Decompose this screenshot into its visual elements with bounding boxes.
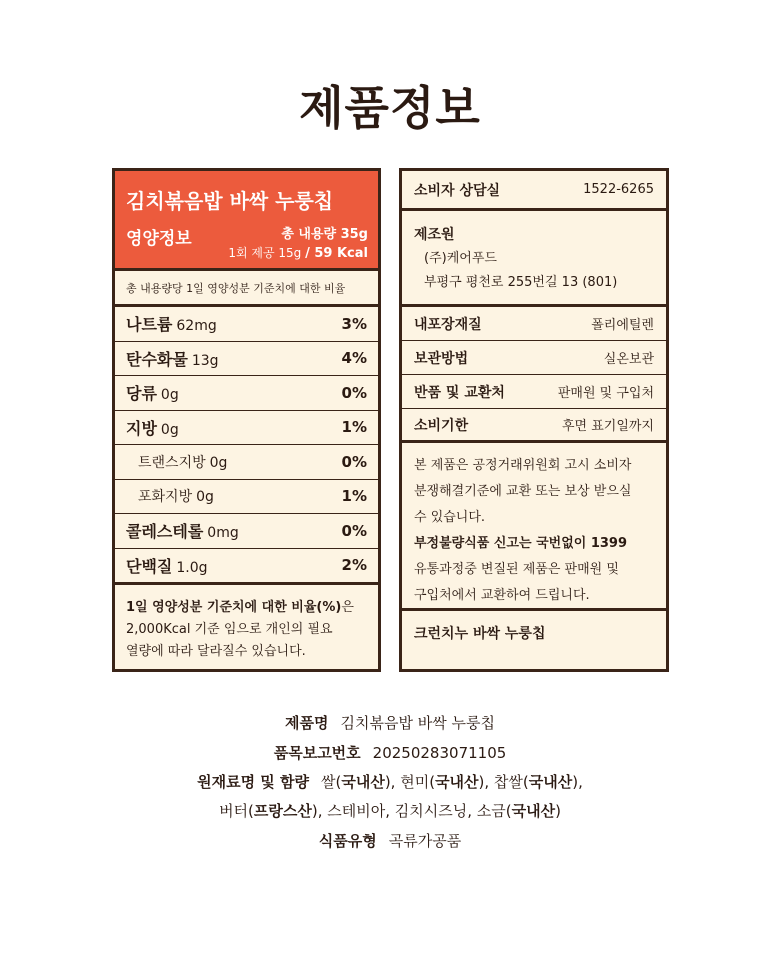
- ingredient-text: ), 현미(: [384, 773, 436, 791]
- nutrition-note: [115, 585, 378, 663]
- packaging-row: [402, 307, 666, 341]
- storage-label: 보관방법: [414, 350, 469, 367]
- policy-line: 분쟁해결기준에 교환 또는 보상 받으실: [414, 484, 632, 499]
- info-value: 김치볶음밥 바싹 누룽칩: [340, 714, 495, 732]
- ingredient-text: ), 스테비아, 김치시즈닝, 소금(: [311, 802, 512, 820]
- nutrient-row: [115, 376, 378, 411]
- info-report-number: [0, 742, 780, 763]
- nutrient-name: 탄수화물: [126, 349, 188, 369]
- nutrient-percent: 0%: [341, 452, 367, 471]
- ingredient-origin: 국내산: [435, 773, 479, 791]
- note-line: 2,000Kcal 기준 임으로 개인의 필요: [126, 621, 333, 637]
- nutrient-percent: 0%: [341, 383, 367, 402]
- maker-block: [402, 211, 666, 307]
- policy-report-line: [414, 531, 654, 557]
- storage-row: [402, 341, 666, 375]
- info-ingredients-cont: [0, 800, 780, 821]
- nutrient-amount: 62mg: [176, 318, 217, 335]
- note-bold: 1일 영양성분 기준치에 대한 비율(%): [126, 599, 342, 615]
- nutrient-amount: 0mg: [207, 525, 239, 542]
- policy-line: 유통과정중 변질된 제품은 판매원 및: [414, 562, 619, 577]
- return-row: [402, 375, 666, 409]
- info-label: 제품명: [285, 714, 329, 732]
- maker-address: 부평구 평천로 255번길 13 (801): [424, 275, 618, 290]
- expiry-value: 후면 표기일까지: [561, 419, 654, 434]
- nutrient-name: 포화지방: [138, 489, 193, 506]
- info-ingredients: [0, 771, 780, 792]
- nutrient-amount: 0g: [209, 454, 228, 471]
- nutrition-title: 영양정보: [126, 229, 192, 249]
- nutrient-percent: 1%: [341, 418, 367, 437]
- nutrient-percent: 2%: [341, 556, 367, 574]
- info-label: 식품유형: [318, 832, 377, 850]
- nutrient-row: [115, 514, 378, 549]
- ingredient-text: 쌀(: [321, 773, 342, 791]
- nutrient-percent: 1%: [341, 487, 367, 506]
- expiry-row: [402, 409, 666, 443]
- ingredient-origin: 국내산: [528, 773, 573, 791]
- nutrient-row: [115, 342, 378, 377]
- nutrition-panel: [112, 168, 381, 672]
- nutrition-basis: 총 내용량당 1일 영양성분 기준치에 대한 비율: [115, 271, 378, 307]
- ingredient-text: ), 찹쌀(: [478, 773, 529, 791]
- nutrient-percent: 3%: [341, 314, 367, 333]
- nutrient-row: [115, 549, 378, 585]
- storage-value: 실온보관: [603, 352, 654, 367]
- total-content: 총 내용량 35g: [281, 227, 368, 242]
- serving-size: 1회 제공 15g: [228, 246, 302, 260]
- nutrient-amount: 0g: [160, 421, 179, 438]
- policy-line: 본 제품은 공정거래위원회 고시 소비자: [414, 458, 632, 473]
- info-product-name: [0, 712, 780, 733]
- consult-row: [402, 171, 666, 211]
- nutrient-name: 단백질: [126, 556, 173, 576]
- packaging-value: 폴리에틸렌: [591, 318, 654, 333]
- page-title: 제품정보: [299, 81, 481, 135]
- ingredient-text: ),: [572, 773, 583, 791]
- info-label: 품목보고번호: [273, 744, 361, 762]
- brand-name: 크런치누 바싹 누룽칩: [414, 626, 546, 642]
- nutrient-row: [115, 411, 378, 446]
- packaging-label: 내포장재질: [414, 316, 482, 333]
- info-food-type: [0, 830, 780, 851]
- note-line: 열량에 따라 달라질수 있습니다.: [126, 643, 306, 659]
- info-value: 곡류가공품: [388, 832, 462, 850]
- serving-info: [228, 244, 368, 261]
- return-value: 판매원 및 구입처: [557, 386, 654, 401]
- nutrient-percent: 0%: [341, 521, 367, 540]
- nutrient-amount: 1.0g: [176, 559, 208, 576]
- note-tail: 은: [341, 599, 354, 615]
- serving-kcal: / 59 Kcal: [305, 246, 368, 261]
- consult-label: 소비자 상담실: [414, 182, 501, 199]
- nutrient-name: 당류: [126, 384, 157, 404]
- nutrient-amount: 0g: [160, 387, 179, 404]
- details-panel: [399, 168, 669, 672]
- ingredient-origin: 국내산: [511, 802, 556, 820]
- policy-block: [402, 443, 666, 611]
- nutrient-name: 트랜스지방: [138, 454, 206, 471]
- product-name: 김치볶음밥 바싹 누룽칩: [126, 189, 334, 213]
- ingredient-origin: 프랑스산: [253, 802, 312, 820]
- nutrient-amount: 0g: [196, 489, 214, 506]
- return-label: 반품 및 교환처: [414, 384, 505, 401]
- nutrient-row: [115, 307, 378, 342]
- policy-line: 수 있습니다.: [414, 510, 486, 525]
- nutrient-row: [115, 480, 378, 515]
- maker-name: (주)케어푸드: [424, 251, 497, 266]
- consult-value: 1522-6265: [583, 182, 654, 197]
- nutrient-name: 지방: [126, 418, 157, 438]
- nutrient-row: [115, 445, 378, 480]
- nutrient-name: 콜레스테롤: [126, 522, 204, 542]
- nutrition-header: [115, 171, 378, 271]
- ingredient-text: ): [555, 802, 561, 820]
- expiry-label: 소비기한: [414, 417, 469, 434]
- nutrient-percent: 4%: [341, 349, 367, 368]
- maker-label: 제조원: [414, 227, 455, 243]
- info-value: 20250283071105: [372, 744, 507, 762]
- info-label: 원재료명 및 함량: [197, 773, 309, 791]
- nutrient-amount: 13g: [191, 352, 219, 369]
- ingredient-origin: 국내산: [341, 773, 385, 791]
- policy-line: 구입처에서 교환하여 드립니다.: [414, 588, 590, 603]
- nutrient-name: 나트륨: [126, 315, 173, 335]
- ingredient-text: 버터(: [219, 802, 254, 820]
- policy-report: 부정불량식품 신고는 국번없이 1399: [414, 536, 628, 551]
